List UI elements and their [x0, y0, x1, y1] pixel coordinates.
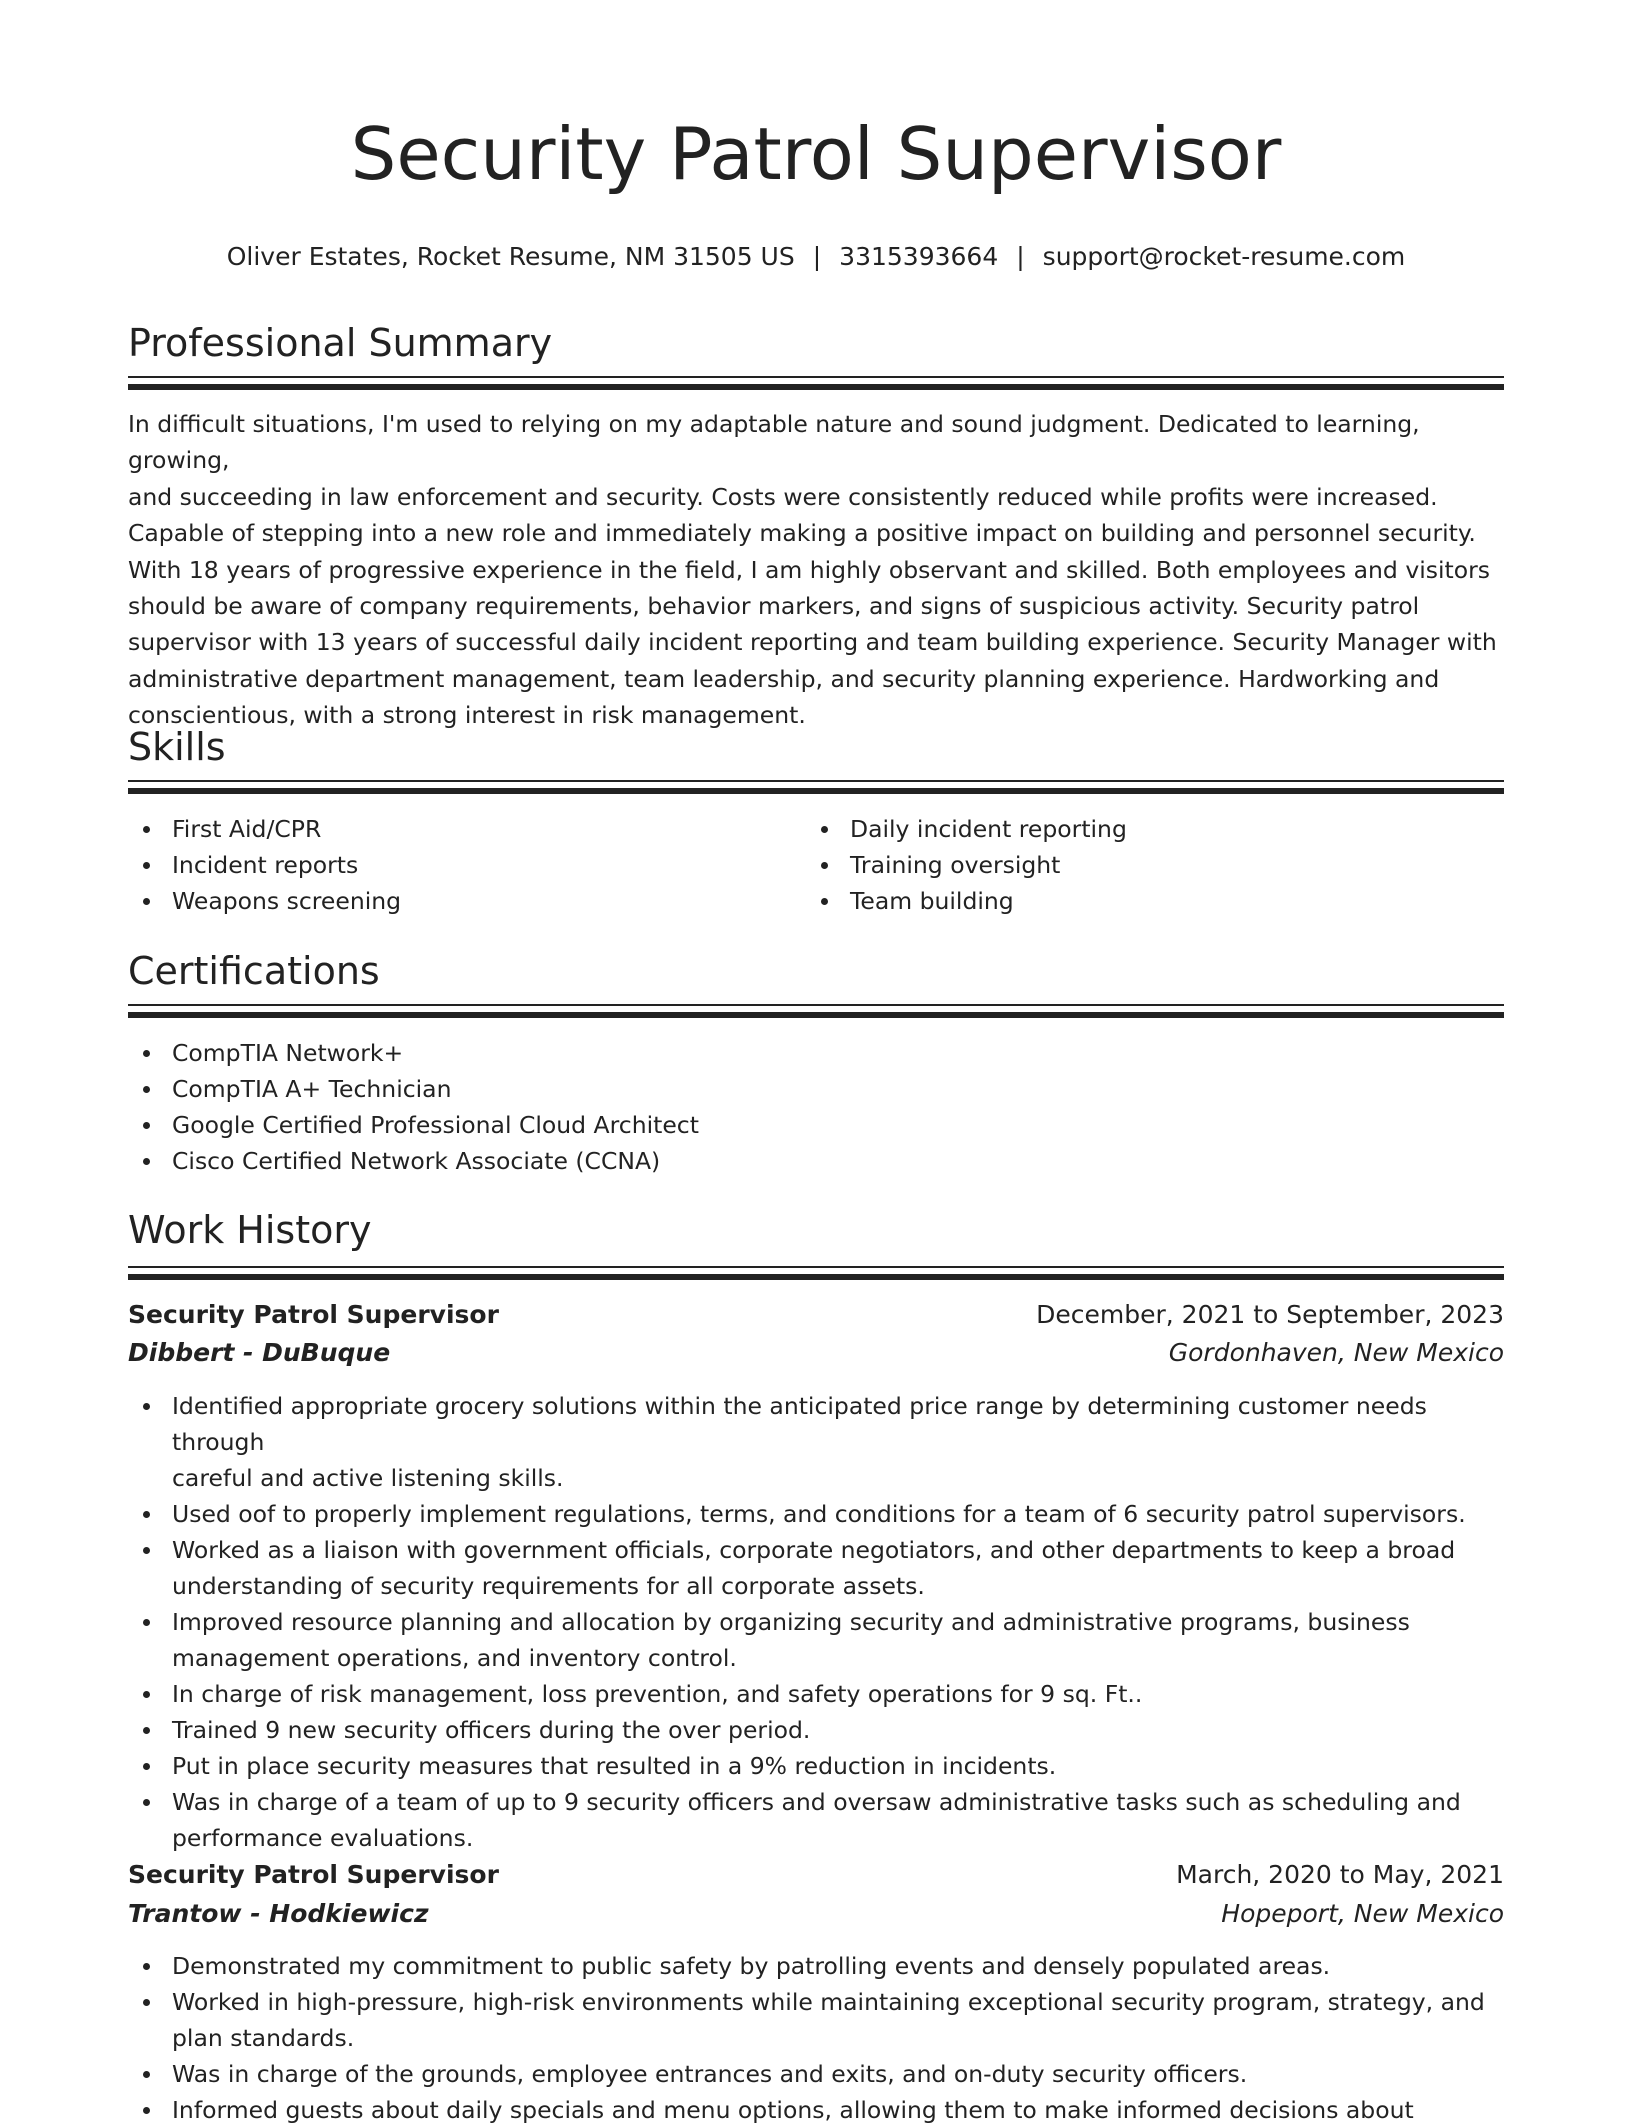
- work-history-heading: Work History: [128, 1208, 372, 1252]
- job-company: Trantow - Hodkiewicz: [128, 1899, 429, 1928]
- job-bullet: [128, 1984, 1504, 2056]
- job-bullet-line: Informed guests about daily specials and menu options, allowing them to make informed decisions about: [172, 2096, 1414, 2124]
- job-title: Security Patrol Supervisor: [128, 1300, 499, 1329]
- job-bullet: [128, 1676, 1504, 1712]
- job-bullet: [128, 1532, 1504, 1604]
- summary-line: should be aware of company requirements, behavior markers, and signs of suspicious activity. Security patrol: [128, 592, 1420, 621]
- contact-address: Oliver Estates, Rocket Resume, NM 31505 US: [226, 242, 795, 271]
- contact-email: support@rocket-resume.com: [1042, 242, 1406, 271]
- section-divider: [128, 1004, 1504, 1018]
- job-bullet: [128, 1388, 1504, 1496]
- section-divider: [128, 1266, 1504, 1280]
- job-title: Security Patrol Supervisor: [128, 1860, 499, 1889]
- certification-item: CompTIA Network+: [128, 1035, 1504, 1071]
- summary-heading: Professional Summary: [128, 321, 553, 365]
- job-bullet: [128, 1748, 1504, 1784]
- job-bullet-line: Trained 9 new security officers during the over period.: [172, 1716, 811, 1744]
- contact-phone: 3315393664: [839, 242, 999, 271]
- skill-item: Daily incident reporting: [806, 811, 1504, 847]
- summary-line: With 18 years of progressive experience in the field, I am highly observant and skilled. Both employees and visitors: [128, 555, 1491, 584]
- contact-separator: |: [812, 242, 822, 271]
- job-bullet-line: Demonstrated my commitment to public safety by patrolling events and densely populated areas.: [172, 1952, 1331, 1980]
- section-divider: [128, 376, 1504, 390]
- job-location: Gordonhaven, New Mexico: [1168, 1338, 1504, 1367]
- job-bullet-line: Identified appropriate grocery solutions within the anticipated price range by determining customer needs through: [172, 1392, 1427, 1456]
- summary-line: administrative department management, team leadership, and security planning experience. Hardworking and: [128, 664, 1440, 693]
- skill-item: Incident reports: [128, 847, 788, 883]
- skill-item: First Aid/CPR: [128, 811, 788, 847]
- contact-line: [128, 241, 1504, 273]
- job-bullet-line: Used oof to properly implement regulations, terms, and conditions for a team of 6 security patrol supervisors.: [172, 1500, 1466, 1528]
- job-bullets: [128, 1388, 1504, 1856]
- skills-list-right: [806, 811, 1504, 919]
- job-company: Dibbert - DuBuque: [128, 1338, 391, 1367]
- section-divider: [128, 780, 1504, 794]
- resume-title: Security Patrol Supervisor: [350, 112, 1282, 196]
- job-bullet-line: Improved resource planning and allocation by organizing security and administrative programs, business: [172, 1608, 1410, 1636]
- job-bullet: [128, 1496, 1504, 1532]
- skill-item: Training oversight: [806, 847, 1504, 883]
- job-bullet-line: performance evaluations.: [172, 1824, 474, 1852]
- job-bullet: [128, 2056, 1504, 2092]
- certification-item: Google Certified Professional Cloud Architect: [128, 1107, 1504, 1143]
- certification-item: Cisco Certified Network Associate (CCNA): [128, 1143, 1504, 1179]
- job-bullet-line: Worked in high-pressure, high-risk environments while maintaining exceptional security program, strategy, and: [172, 1988, 1485, 2016]
- job-bullet: [128, 2092, 1504, 2128]
- skills-list-left: [128, 811, 788, 919]
- summary-line: and succeeding in law enforcement and security. Costs were consistently reduced while profits were increased.: [128, 482, 1438, 511]
- job-bullet: [128, 1784, 1504, 1856]
- job-dates: December, 2021 to September, 2023: [1036, 1300, 1504, 1329]
- job-bullet-line: Worked as a liaison with government officials, corporate negotiators, and other departments to keep a broad: [172, 1536, 1456, 1564]
- certifications-list: [128, 1035, 1504, 1179]
- job-bullet: [128, 1604, 1504, 1676]
- job-location: Hopeport, New Mexico: [1221, 1899, 1504, 1928]
- contact-separator: |: [1016, 242, 1025, 271]
- job-bullet-line: Put in place security measures that resulted in a 9% reduction in incidents.: [172, 1752, 1057, 1780]
- job-bullet: [128, 1712, 1504, 1748]
- job-bullet-line: management operations, and inventory control.: [172, 1644, 737, 1672]
- job-bullet-line: understanding of security requirements for all corporate assets.: [172, 1572, 925, 1600]
- skill-item: Team building: [806, 883, 1504, 919]
- summary-text: [128, 406, 1504, 734]
- skills-heading: Skills: [128, 725, 226, 769]
- job-bullets: [128, 1948, 1504, 2128]
- summary-line: supervisor with 13 years of successful daily incident reporting and team building experience. Security Manager with: [128, 628, 1497, 657]
- job-dates: March, 2020 to May, 2021: [1176, 1860, 1504, 1889]
- job-bullet: [128, 1948, 1504, 1984]
- skill-item: Weapons screening: [128, 883, 788, 919]
- certifications-heading: Certifications: [128, 949, 380, 993]
- summary-line: Capable of stepping into a new role and immediately making a positive impact on building and personnel security.: [128, 519, 1476, 548]
- job-bullet-line: Was in charge of a team of up to 9 security officers and oversaw administrative tasks such as scheduling and: [172, 1788, 1461, 1816]
- job-bullet-line: In charge of risk management, loss prevention, and safety operations for 9 sq. Ft..: [172, 1680, 1143, 1708]
- certification-item: CompTIA A+ Technician: [128, 1071, 1504, 1107]
- summary-line: In difficult situations, I'm used to relying on my adaptable nature and sound judgment. Dedicated to learning, growing,: [128, 410, 1420, 475]
- summary-line: conscientious, with a strong interest in risk management.: [128, 701, 806, 730]
- job-bullet-line: plan standards.: [172, 2024, 355, 2052]
- job-bullet-line: careful and active listening skills.: [172, 1464, 564, 1492]
- job-bullet-line: Was in charge of the grounds, employee entrances and exits, and on-duty security officers.: [172, 2060, 1248, 2088]
